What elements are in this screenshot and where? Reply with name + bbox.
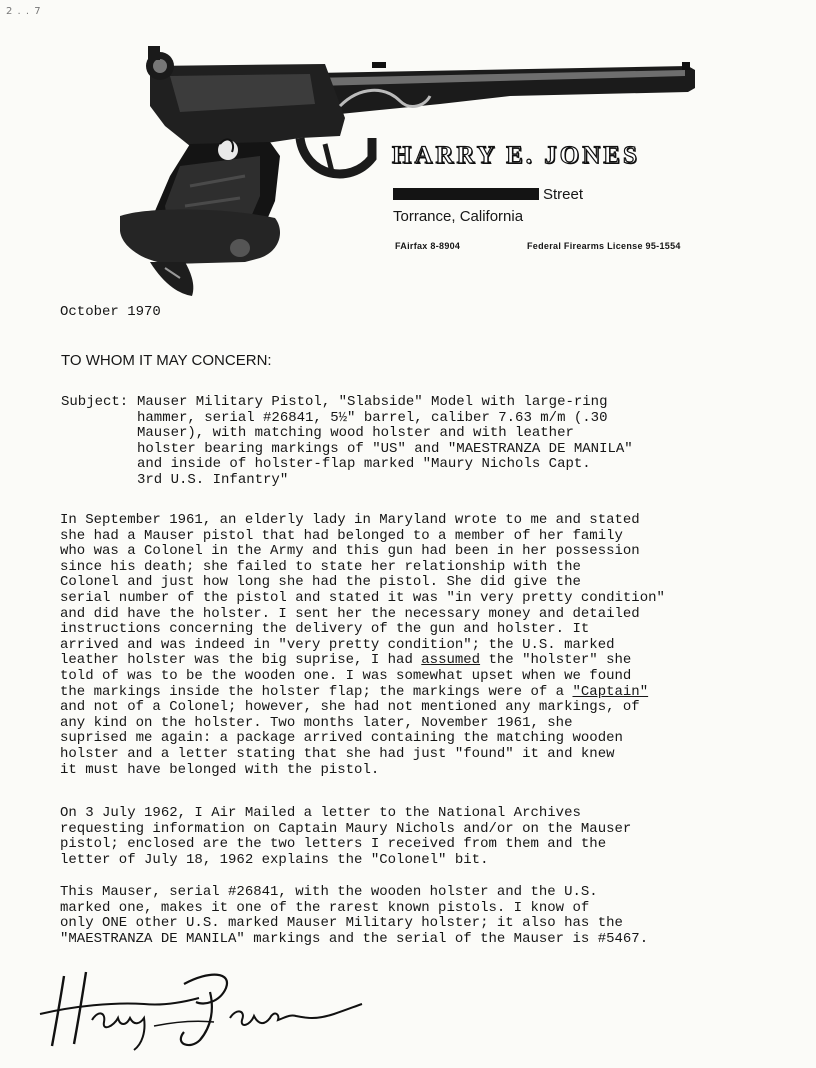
- body-line-part: leather holster was the big suprise, I had: [60, 652, 413, 669]
- underlined-captain: "Captain": [572, 683, 649, 700]
- body-line: This Mauser, serial #26841, with the wooden holster and the U.S.: [60, 884, 598, 900]
- paragraph-3: [60, 885, 648, 947]
- body-line: arrived and was indeed in "very pretty condition"; the U.S. marked: [60, 636, 615, 653]
- letterhead-name: HARRY E. JONES: [392, 142, 640, 169]
- paragraph-1: [60, 513, 665, 778]
- body-line: told of was to be the wooden one. I was somewhat upset when we found: [60, 667, 632, 684]
- body-line-part: the "holster" she: [488, 652, 632, 669]
- subject-line: Mauser), with matching wood holster and with leather: [137, 425, 574, 442]
- letterhead-phone: FAirfax 8-8904: [395, 241, 461, 251]
- subject-block: [137, 395, 633, 489]
- subject-line: hammer, serial #26841, 5½" barrel, caliber 7.63 m/m (.30: [137, 409, 608, 426]
- body-line: requesting information on Captain Maury Nichols and/or on the Mauser: [60, 820, 632, 837]
- body-line: it must have belonged with the pistol.: [60, 761, 380, 778]
- subject-line: Mauser Military Pistol, "Slabside" Model with large-ring: [137, 394, 608, 410]
- salutation: TO WHOM IT MAY CONCERN:: [61, 352, 272, 369]
- body-line: since his death; she failed to state her relationship with the: [60, 558, 581, 575]
- subject-line: and inside of holster-flap marked "Maury Nichols Capt.: [137, 456, 591, 473]
- body-line: holster and a letter stating that she had just "found" it and knew: [60, 745, 615, 762]
- body-line-part: the markings inside the holster flap; the markings were of a: [60, 683, 565, 700]
- body-line: and did have the holster. I sent her the necessary money and detailed: [60, 605, 640, 622]
- body-line: pistol; enclosed are the two letters I received from them and the: [60, 836, 607, 853]
- body-line: suprised me again: a package arrived containing the matching wooden: [60, 730, 623, 747]
- letterhead-street: [393, 186, 583, 203]
- street-label: Street: [543, 186, 584, 203]
- paragraph-2: [60, 806, 631, 868]
- corner-mark: 2 . . 7: [6, 6, 42, 17]
- body-line: she had a Mauser pistol that had belonged to a member of her family: [60, 527, 623, 544]
- body-line: marked one, makes it one of the rarest known pistols. I know of: [60, 899, 590, 916]
- body-line: Colonel and just how long she had the pistol. She did give the: [60, 574, 581, 591]
- underlined-assumed: assumed: [421, 652, 481, 669]
- body-line: only ONE other U.S. marked Mauser Military holster; it also has the: [60, 915, 623, 932]
- body-line: On 3 July 1962, I Air Mailed a letter to the National Archives: [60, 805, 581, 821]
- handwritten-signature: [34, 962, 364, 1054]
- body-line: letter of July 18, 1962 explains the "Colonel" bit.: [60, 851, 489, 868]
- body-line: any kind on the holster. Two months later, November 1961, she: [60, 714, 573, 731]
- subject-line: holster bearing markings of "US" and "MAESTRANZA DE MANILA": [137, 440, 633, 457]
- body-line: [60, 685, 665, 701]
- body-line: instructions concerning the delivery of the gun and holster. It: [60, 621, 590, 638]
- subject-label: Subject:: [61, 394, 129, 410]
- letterhead-city: Torrance, California: [393, 208, 524, 225]
- body-line: [60, 653, 665, 669]
- letter-date: October 1970: [60, 304, 161, 320]
- body-line: serial number of the pistol and stated it was "in very pretty condition": [60, 589, 665, 606]
- body-line: and not of a Colonel; however, she had not mentioned any markings, of: [60, 699, 640, 716]
- letterhead-license: Federal Firearms License 95-1554: [527, 241, 681, 251]
- body-line: who was a Colonel in the Army and this gun had been in her possession: [60, 543, 640, 560]
- body-line: "MAESTRANZA DE MANILA" markings and the serial of the Mauser is #5467.: [60, 930, 649, 947]
- subject-line: 3rd U.S. Infantry": [137, 471, 289, 488]
- redacted-street-number: [393, 188, 539, 200]
- body-line: In September 1961, an elderly lady in Maryland wrote to me and stated: [60, 512, 640, 528]
